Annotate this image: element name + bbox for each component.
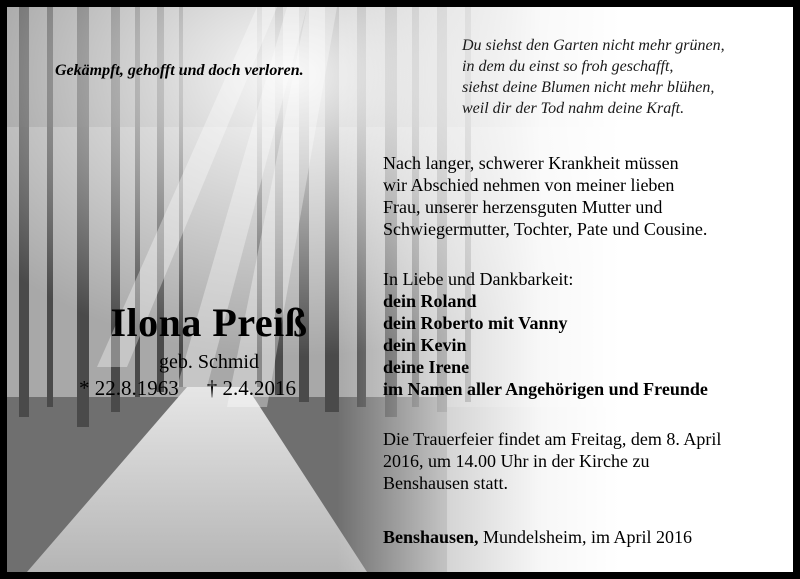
- mourners-intro: In Liebe und Dankbarkeit:: [383, 269, 574, 289]
- mourners-list: [383, 268, 783, 400]
- mourner-name: dein Kevin: [383, 335, 467, 355]
- mourner-name: deine Irene: [383, 357, 470, 377]
- birth-date: * 22.8.1963: [79, 376, 179, 400]
- poem: [462, 35, 782, 119]
- death-date: † 2.4.2016: [206, 376, 296, 400]
- place-rest: Mundelsheim, im April 2016: [483, 527, 693, 547]
- announcement-line: Schwiegermutter, Tochter, Pate und Cousine.: [383, 219, 708, 239]
- maiden-name: geb. Schmid: [159, 351, 259, 373]
- motto-line: Gekämpft, gehofft und doch verloren.: [55, 62, 304, 79]
- mourner-name: dein Roland: [383, 291, 477, 311]
- poem-line: Du siehst den Garten nicht mehr grünen,: [462, 37, 725, 54]
- life-dates: [71, 376, 351, 401]
- place-town: Benshausen,: [383, 527, 479, 547]
- service-line: Die Trauerfeier findet am Freitag, dem 8. April: [383, 429, 722, 449]
- place-and-date: [383, 526, 783, 548]
- announcement-line: Frau, unserer herzensguten Mutter und: [383, 197, 663, 217]
- poem-line: weil dir der Tod nahm deine Kraft.: [462, 100, 685, 117]
- announcement-text: [383, 152, 783, 240]
- mourner-name: dein Roberto mit Vanny: [383, 313, 568, 333]
- funeral-service-info: [383, 428, 783, 494]
- announcement-line: Nach langer, schwerer Krankheit müssen: [383, 153, 679, 173]
- announcement-line: wir Abschied nehmen von meiner lieben: [383, 175, 675, 195]
- service-line: 2016, um 14.00 Uhr in der Kirche zu: [383, 451, 650, 471]
- mourner-name: im Namen aller Angehörigen und Freunde: [383, 379, 708, 399]
- service-line: Benshausen statt.: [383, 473, 508, 493]
- deceased-name: Ilona Preiß: [110, 300, 308, 345]
- poem-line: in dem du einst so froh geschafft,: [462, 58, 674, 75]
- poem-line: siehst deine Blumen nicht mehr blühen,: [462, 79, 715, 96]
